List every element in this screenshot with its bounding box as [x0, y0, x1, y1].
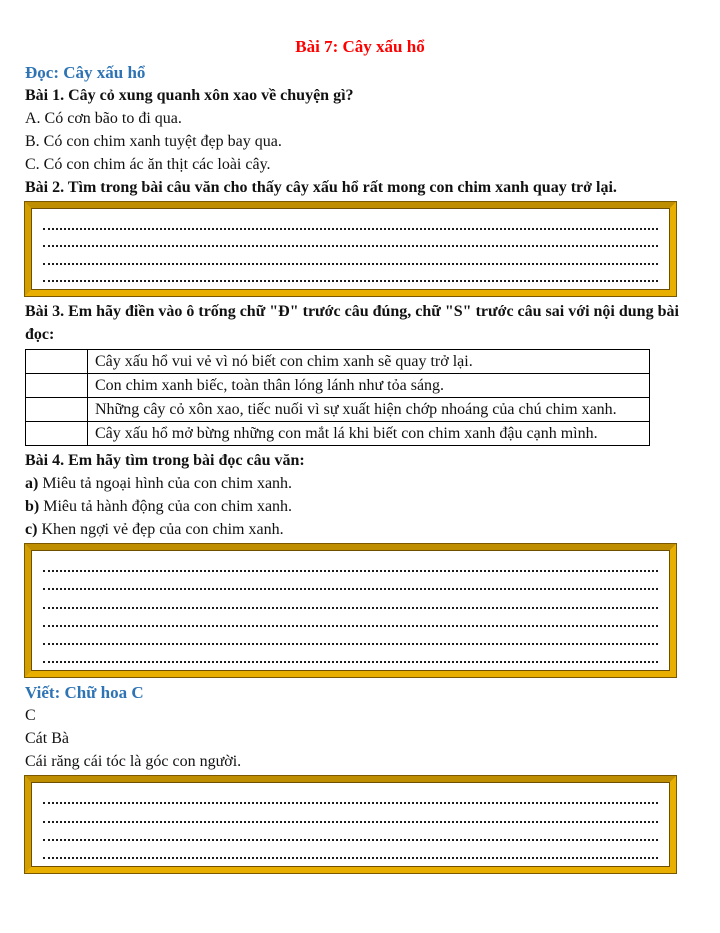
dotted-answer-line: [43, 823, 658, 841]
q4-answer-box[interactable]: [25, 544, 676, 677]
dotted-answer-line: [43, 212, 658, 230]
section-write-heading: Viết: Chữ hoa C: [25, 683, 144, 702]
table-row: [26, 398, 650, 422]
dotted-answer-line: [43, 841, 658, 859]
ds-table: [25, 349, 650, 446]
statement-cell: Những cây cỏ xôn xao, tiếc nuối vì sự xuất hiện chớp nhoáng của chú chim xanh.: [88, 398, 650, 422]
dotted-answer-line: [43, 645, 658, 663]
page-title: Bài 7: Cây xấu hổ: [295, 37, 425, 56]
q3-prompt: Bài 3. Em hãy điền vào ô trống chữ "Đ" trước câu đúng, chữ "S" trước câu sai với nội dung bài đọc:: [25, 303, 679, 343]
dotted-answer-line: [43, 804, 658, 822]
write-line-word: Cát Bà: [25, 730, 69, 747]
q1-option-c: C. Có con chim ác ăn thịt các loài cây.: [25, 156, 271, 173]
table-row: [26, 374, 650, 398]
q4-item-c: [25, 518, 695, 541]
q4-item-text: Miêu tả hành động của con chim xanh.: [43, 498, 293, 515]
table-row: [26, 350, 650, 374]
write-line-letter: C: [25, 707, 36, 724]
write-answer-box[interactable]: [25, 776, 676, 873]
section-doc-heading: Đọc: Cây xấu hổ: [25, 63, 146, 82]
table-row: [26, 422, 650, 446]
dotted-answer-line: [43, 627, 658, 645]
q2-prompt: Bài 2. Tìm trong bài câu văn cho thấy cây xấu hổ rất mong con chim xanh quay trở lại.: [25, 179, 617, 196]
dotted-answer-line: [43, 609, 658, 627]
statement-cell: Cây xấu hổ vui vẻ vì nó biết con chim xanh sẽ quay trở lại.: [88, 350, 650, 374]
dotted-answer-line: [43, 247, 658, 265]
ds-answer-cell[interactable]: [26, 422, 88, 446]
q4-item-a: [25, 472, 695, 495]
dotted-answer-line: [43, 554, 658, 572]
statement-cell: Con chim xanh biếc, toàn thân lóng lánh như tỏa sáng.: [88, 374, 650, 398]
dotted-answer-line: [43, 572, 658, 590]
q4-item-text: Khen ngợi vẻ đẹp của con chim xanh.: [41, 521, 284, 538]
q4-item-text: Miêu tả ngoại hình của con chim xanh.: [42, 475, 293, 492]
q4-item-label: a): [25, 475, 39, 492]
q4-prompt: Bài 4. Em hãy tìm trong bài đọc câu văn:: [25, 452, 305, 469]
ds-answer-cell[interactable]: [26, 374, 88, 398]
write-line-sentence: Cái răng cái tóc là góc con người.: [25, 753, 242, 770]
ds-answer-cell[interactable]: [26, 398, 88, 422]
q1-option-a: A. Có cơn bão to đi qua.: [25, 110, 182, 127]
dotted-answer-line: [43, 786, 658, 804]
dotted-answer-line: [43, 230, 658, 248]
q4-item-label: b): [25, 498, 40, 515]
q2-answer-box[interactable]: [25, 202, 676, 296]
ds-answer-cell[interactable]: [26, 350, 88, 374]
statement-cell: Cây xấu hổ mở bừng những con mắt lá khi biết con chim xanh đậu cạnh mình.: [88, 422, 650, 446]
q1-prompt: Bài 1. Cây cỏ xung quanh xôn xao về chuyện gì?: [25, 87, 354, 104]
q1-option-b: B. Có con chim xanh tuyệt đẹp bay qua.: [25, 133, 282, 150]
dotted-answer-line: [43, 265, 658, 283]
q4-item-b: [25, 495, 695, 518]
q4-item-label: c): [25, 521, 38, 538]
dotted-answer-line: [43, 590, 658, 608]
